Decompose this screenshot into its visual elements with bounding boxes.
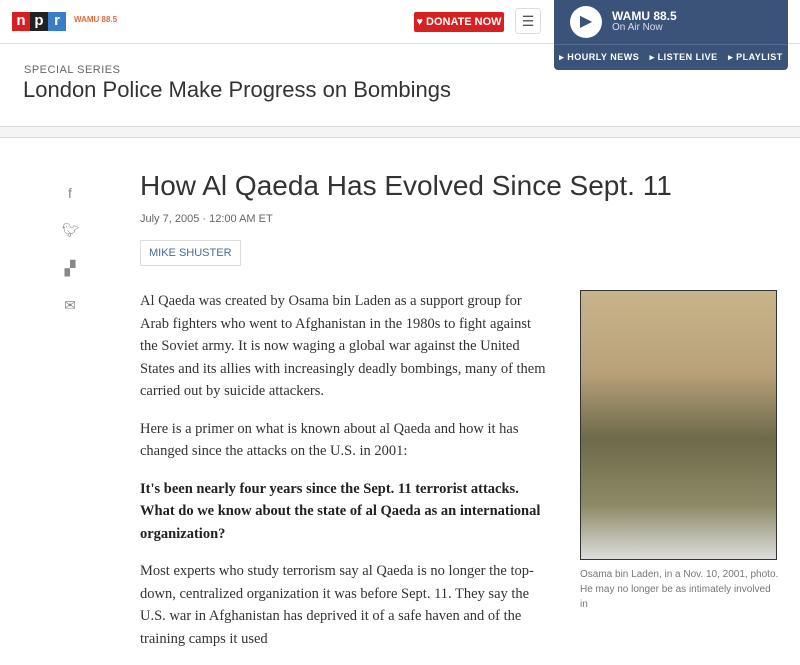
logo-letter: r [48, 12, 66, 31]
npr-logo[interactable] [12, 12, 66, 31]
station-logo[interactable]: WAMU 88.5 [74, 15, 118, 24]
listen-live-link[interactable]: ▸ LISTEN LIVE [649, 52, 718, 62]
donate-button[interactable] [414, 12, 504, 32]
question: It's been nearly four years since the Sept. 11 terrorist attacks. What do we know about the state of al Qaeda as an international organization? [140, 480, 541, 542]
logo-letter: n [12, 12, 30, 31]
player-status: On Air Now [612, 22, 663, 33]
hourly-news-link[interactable]: ▸ HOURLY NEWS [559, 52, 640, 62]
flipboard-icon[interactable]: ▞ [64, 260, 76, 276]
paragraph: Al Qaeda was created by Osama bin Laden as a support group for Arab fighters who went to Afghanistan in the 1980s to fight against the Soviet army. It is now waging a global war against the United States and its allies with increasingly deadly bombings, many of them carried out by suicide attackers. [140, 293, 546, 399]
author-link[interactable]: MIKE SHUSTER [140, 240, 241, 266]
series-label[interactable]: SPECIAL SERIES [24, 64, 121, 76]
play-icon: ▶ [579, 13, 593, 30]
email-icon[interactable]: ✉ [64, 297, 76, 313]
playlist-link[interactable]: ▸ PLAYLIST [728, 52, 783, 62]
play-button[interactable] [570, 6, 602, 38]
divider [0, 126, 800, 138]
paragraph: Here is a primer on what is known about al Qaeda and how it has changed since the attacks on the U.S. in 2001: [140, 420, 519, 459]
photo-caption: Osama bin Laden, in a Nov. 10, 2001, photo. He may no longer be as intimately involved in [580, 569, 779, 610]
player-station: WAMU 88.5 [612, 9, 677, 23]
link-label: HOURLY NEWS [567, 52, 640, 62]
article-date: July 7, 2005 · 12:00 AM ET [140, 213, 273, 225]
link-label: PLAYLIST [736, 52, 783, 62]
link-label: LISTEN LIVE [657, 52, 718, 62]
paragraph: Most experts who study terrorism say al Qaeda is no longer the top-down, centralized organization it was before Sept. 11. They say the U.S. war in Afghanistan has deprived it of a safe haven and of the training camps it used [140, 563, 534, 647]
heart-icon: ♥ [416, 16, 426, 28]
article-body [140, 290, 550, 665]
hamburger-icon: ☰ [521, 13, 535, 29]
twitter-icon[interactable]: 🐦︎ [62, 222, 80, 238]
series-title[interactable]: London Police Make Progress on Bombings [23, 77, 452, 102]
logo-letter: p [30, 12, 48, 31]
facebook-icon[interactable]: f [68, 185, 72, 201]
article-photo[interactable] [580, 290, 777, 560]
menu-button[interactable] [515, 8, 541, 34]
live-player [554, 0, 788, 70]
article-title: How Al Qaeda Has Evolved Since Sept. 11 [140, 170, 672, 201]
donate-label: DONATE NOW [426, 16, 502, 28]
